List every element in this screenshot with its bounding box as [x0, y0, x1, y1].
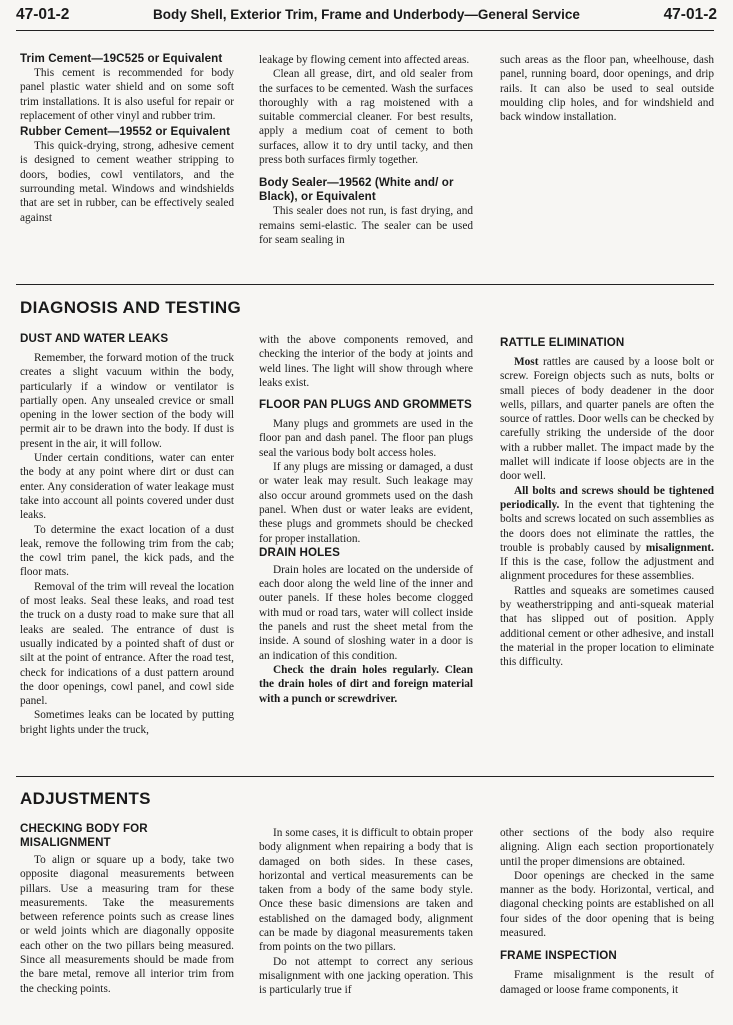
diagnosis-column-2 — [259, 333, 473, 706]
adjustments-column-1 — [20, 822, 234, 996]
text: If this is the case, follow the adjustment and alignment procedures for these assemblies. — [500, 556, 714, 583]
section-title-adjustments: ADJUSTMENTS — [20, 789, 151, 808]
paragraph: such areas as the floor pan, wheelhouse, dash panel, running board, door openings, and drip rails. It can also be used to seal outside moulding clip holes, and for windshield and back window installation. — [500, 54, 714, 124]
paragraph: This sealer does not run, is fast drying, and remains semi-elastic. The sealer can be used for seam sealing in — [259, 205, 473, 246]
heading-drain-holes: DRAIN HOLES — [259, 545, 340, 559]
paragraph: other sections of the body also require aligning. Align each section proportionately until the proper dimensions are obtained. — [500, 827, 714, 868]
heading-frame-inspection: FRAME INSPECTION — [500, 949, 617, 963]
paragraph: In some cases, it is difficult to obtain proper body alignment when repairing a body that is damaged on both sides. In these cases, horizontal and vertical measurements can be taken from a body of the same body style. Once these basic dimensions are taken and established on the damaged body, alignment can be made by diagonal measurements taken from points on the two pillars. — [259, 827, 473, 954]
adjustments-column-2 — [259, 826, 473, 998]
text: rattles are caused by a loose bolt or screw. Foreign objects such as nuts, bolts or small pieces of body deadener in the door wells, pillars, and quarter panels are often the source of rattles. Door wells can be checked by carefully striking the underside of the door with a rubber mallet. The impact made by the mallet will indicate if loose objects are in the door well. — [500, 356, 714, 483]
paragraph — [500, 484, 714, 584]
paragraph: Drain holes are located on the underside of each door along the weld line of the inner and outer panels. If these holes become clogged with mud or road tars, water will collect inside the panels and rust the sheet metal from the inside. A sound of sloshing water in a door is an indication of this condition. — [259, 563, 473, 662]
diagnosis-column-1 — [20, 332, 234, 737]
heading-dust-water-leaks: DUST AND WATER LEAKS — [20, 332, 169, 345]
heading-body-sealer: Body Sealer—19562 (White and/ or Black), or Equivalent — [259, 176, 454, 204]
bold-text: Most — [514, 356, 539, 368]
paragraph: Door openings are checked in the same manner as the body. Horizontal, vertical, and diagonal checking points are established on all four sides of the door opening that is being measured. — [500, 869, 714, 940]
paragraph: Many plugs and grommets are used in the floor pan and dash panel. The floor pan plugs seal the various body bolt access holes. — [259, 418, 473, 459]
section-title-diagnosis: DIAGNOSIS AND TESTING — [20, 298, 242, 317]
paragraph: Frame misalignment is the result of damaged or loose frame components, it — [500, 969, 714, 996]
bold-text: All bolts and screws should be tightened periodically. — [500, 484, 714, 511]
section-rule — [16, 776, 714, 777]
paragraph: Rattles and squeaks are sometimes caused by weatherstripping and anti-squeak material that has slipped out of position. Apply additional cement or other adhesive, and install the material in the proper location to eliminate this difficulty. — [500, 584, 714, 669]
paragraph: Sometimes leaks can be located by putting bright lights under the truck, — [20, 709, 234, 736]
paragraph: This quick-drying, strong, adhesive cement is designed to cement weather stripping to doors, bodies, cowl ventilators, and the surrounding metal. Windows and windshields that are set in rubber, can be effectively sealed against — [20, 140, 234, 224]
adjustments-column-3 — [500, 826, 714, 997]
paragraph: Under certain conditions, water can enter the body at any point where dirt or dust can enter. Any consideration of water leakage must take into account all points covered under dust leaks. — [20, 452, 234, 522]
heading-rubber-cement: Rubber Cement—19552 or Equivalent — [20, 125, 231, 139]
heading-rattle-elimination: RATTLE ELIMINATION — [500, 336, 625, 349]
paragraph: Removal of the trim will reveal the location of most leaks. Seal these leaks, and road test the truck on a dusty road to make sure that all leaks are sealed. The entrance of dust is usually indicated by a pointed shaft of dust or silt at the point of entrance. After the road test, check for indications of a dust pattern around the door openings, cowl panel, and cowl side panel. — [20, 580, 234, 708]
bold-text: misalignment. — [645, 541, 714, 554]
top-column-3 — [500, 53, 714, 124]
top-column-2 — [259, 53, 473, 247]
heading-trim-cement: Trim Cement—19C525 or Equivalent — [20, 52, 223, 65]
paragraph: To determine the exact location of a dust leak, remove the following trim from the cab; the cowl trim panel, the kick pads, and the floor mats. — [20, 523, 234, 579]
paragraph: If any plugs are missing or damaged, a dust or water leak may result. Such leakage may also occur around grommets used on the dash panel. When dust or water leaks are evident, these plugs and grommets should be checked for proper installation. — [259, 461, 473, 545]
paragraph: This cement is recommended for body panel plastic water shield and on some soft trim installations. It is also useful for repair or replacement of other vinyl and rubber trim. — [20, 67, 234, 122]
paragraph: with the above components removed, and checking the interior of the body at joints and weld lines. The light will show through where leaks exist. — [259, 334, 473, 389]
paragraph: Clean all grease, dirt, and old sealer from the surfaces to be cemented. Wash the surfaces thoroughly with a rag moistened with a suitable commercial cleaner. For best results, apply a medium coat of cement to both surfaces, allow it to dry until tacky, and then press both surfaces firmly together. — [259, 68, 473, 167]
paragraph — [500, 355, 714, 484]
paragraph: To align or square up a body, take two opposite diagonal measurements between pillars. Use a measuring tram for these measurements. Take the measurements between reference points such as crease lines or weld joints which are diagonally opposite each other on the two pillars being measured. Since all measurements should be made from the bare metal, remove all interior trim from the checking points. — [20, 854, 234, 995]
text: In the event that tightening the bolts and screws located on such assemblies as the doors does not eliminate the rattles, the trouble is probably caused by — [500, 498, 714, 554]
header-title: Body Shell, Exterior Trim, Frame and Underbody—General Service — [153, 7, 580, 22]
paragraph-bold: Check the drain holes regularly. Clean the drain holes of dirt and foreign material with a punch or screwdriver. — [259, 663, 473, 705]
top-column-1 — [20, 52, 234, 225]
heading-floor-pan-plugs: FLOOR PAN PLUGS AND GROMMETS — [259, 398, 472, 412]
header-rule — [16, 30, 714, 31]
page-number-right: 47-01-2 — [663, 6, 717, 23]
paragraph: Do not attempt to correct any serious misalignment with one jacking operation. This is particularly true if — [259, 955, 473, 997]
paragraph: leakage by flowing cement into affected areas. — [259, 54, 470, 66]
section-rule — [16, 284, 714, 285]
page-header — [0, 0, 733, 30]
diagnosis-column-3 — [500, 336, 714, 670]
page-number-left: 47-01-2 — [16, 6, 70, 23]
heading-checking-body: CHECKING BODY FOR MISALIGNMENT — [20, 822, 148, 849]
paragraph: Remember, the forward motion of the truck creates a slight vacuum within the body, particularly if a window or ventilator is partially open. Any unsealed crevice or small opening in the lower section of the body will permit air to be drawn into the body. If dust is present in the air, it will follow. — [20, 352, 234, 450]
